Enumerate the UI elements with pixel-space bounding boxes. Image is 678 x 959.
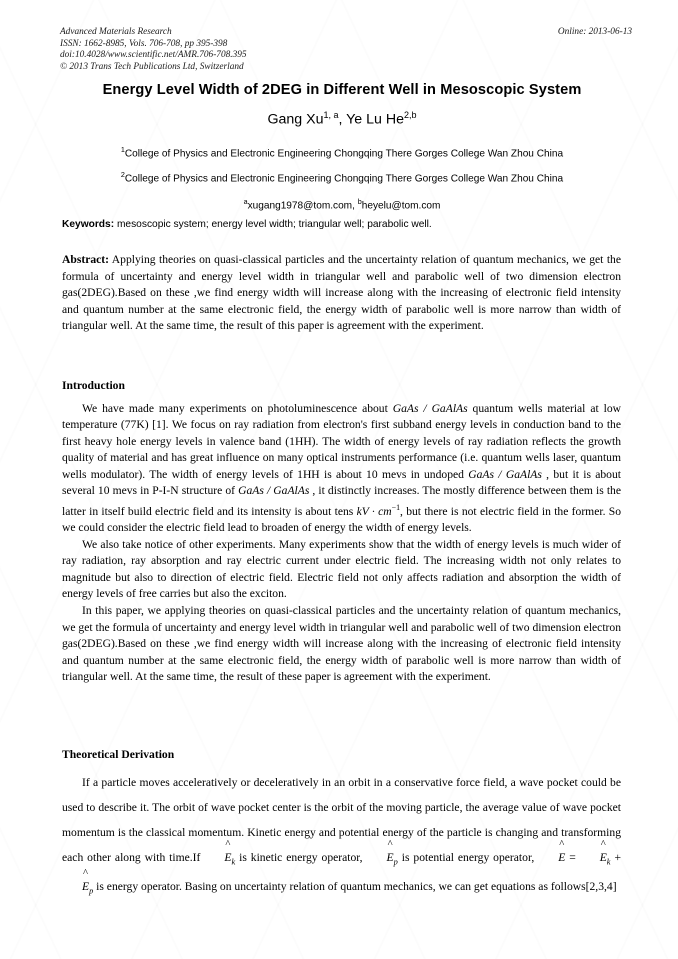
intro-p1-part-a: We have made many experiments on photoluminescence about [82, 401, 393, 415]
introduction-paragraph-3: In this paper, we applying theories on quasi-classical particles and the uncertainty relation of quantum mechanics, we get the formula of uncertainty and energy level width in triangular well and parabolic well of two dimension electron gas(2DEG).Based on these ,we find energy width will increase along with the increasing of electronic field intensity and quantum number at the same electronic field, the energy width of parabolic well is more narrow than width of triangular well. At the same time, the result of these paper is agreement with the experiment. [62, 603, 622, 684]
intro-p1-part-b: quantum wells material at low temperature (77K) [1]. We focus on ray radiation from electron's first subband energy levels in conduction band to the first heavy hole energy levels in valence band (1HH). The width of energy levels of ray radiation reflects the growth quality of material and has great influence on many optical instruments performance (i.e. quantum wells laser, quantum wells modulator). The width of energy levels of 1HH is about 10 mevs in undoped [62, 401, 621, 481]
journal-name: Advanced Materials Research [60, 27, 172, 37]
theory-p1-part-c: is potential energy operator, [397, 850, 539, 864]
abstract-block [62, 252, 621, 335]
theory-p1-part-a: If a particle moves acceleratively or deceleratively in an orbit in a conservative force field, a wave pocket could be used to describe it. The orbit of wave pocket center is the orbit of the moving particle, the average value of wave pocket momentum is the classical momentum. Kinetic energy and potential energy of the particle is changing and transforming each other along with time.If [62, 775, 621, 864]
hat-accent-icon: ^ [225, 838, 231, 850]
keywords-label: Keywords: [62, 219, 115, 230]
equation-potential-energy-operator [367, 838, 394, 870]
keywords-value: mesoscopic system; energy level width; triangular well; parabolic well. [116, 219, 432, 230]
intro-material-gaas-2: GaAs / GaAlAs [468, 467, 542, 481]
paper-title: Energy Level Width of 2DEG in Different Well in Mesoscopic System [102, 82, 582, 98]
section-heading-introduction: Introduction [62, 379, 125, 392]
affiliation-2 [56, 164, 628, 189]
email-2[interactable]: heyelu@tom.com [361, 200, 441, 212]
eq-plus-sign: + [610, 850, 621, 864]
intro-p1-part-e: , but there is not electric field in the former. So we could consider the electric field lead to broaden of energy the width of energy levels. [62, 504, 622, 535]
masthead-journal-block [60, 27, 480, 73]
author-1-affiliation-marker: 1, a [323, 110, 339, 120]
eq-Ek-symbol: E [224, 850, 232, 864]
equation-potential-energy-operator-2 [62, 867, 90, 899]
hat-accent-icon: ^ [600, 838, 606, 850]
eq-Ek-subscript: k [231, 856, 236, 866]
author-2-affiliation-marker: 2,b [404, 110, 417, 120]
hat-accent-icon: ^ [83, 867, 89, 880]
affiliation-1-text: College of Physics and Electronic Engineering Chongqing There Gorges College Wan Zhou China [124, 148, 564, 160]
masthead [60, 27, 632, 73]
doi-line[interactable]: doi:10.4028/www.scientific.net/AMR.706-708.395 [60, 50, 247, 61]
author-list [60, 110, 624, 128]
intro-material-gaas-1: GaAs / GaAlAs [392, 401, 468, 415]
author-1-name: Gang Xu [267, 111, 324, 128]
author-2-name: Ye Lu He [346, 111, 404, 128]
section-heading-theoretical-derivation: Theoretical Derivation [62, 748, 175, 761]
theory-p1-part-d: is energy operator. Basing on uncertainty relation of quantum mechanics, we can get equations as follows[2,3,4] [93, 879, 617, 893]
affiliation-1-marker: 1 [120, 145, 125, 154]
hat-accent-icon: ^ [559, 838, 565, 850]
abstract-text: Applying theories on quasi-classical particles and the uncertainty relation of quantum mechanics, we get the formula of uncertainty and energy level width in triangular well and parabolic well of two dimension electron gas(2DEG).Based on these ,we find energy width will increase along with the increasing of electronic field intensity and quantum number at the same electronic field, the energy width of parabolic well is more narrow than width of triangular well. At the same time, the result of this paper is agreement with the experiment. [62, 253, 621, 333]
theory-p1-part-b: is kinetic energy operator, [235, 850, 367, 864]
intro-p1-part-c: , but it is about several 10 mevs in P-I-N structure of [62, 467, 621, 498]
introduction-paragraph-2: We also take notice of other experiments. Many experiments show that the width of energy levels is much wider of ray radiation, ray absorption and ray electric current under electric field. The increasing width not only relates to magnitude but also to direction of electric field. Electric field not only affects radiation and absorption the width of energy levels of free carries but also the exciton. [62, 537, 621, 601]
eq-Ep-symbol: E [386, 850, 394, 864]
section-theoretical-derivation [62, 747, 621, 903]
eq-Ep-subscript: p [393, 856, 398, 866]
intro-unit-kv-cm: kV · cm [356, 504, 392, 518]
email-1[interactable]: xugang1978@tom.com, [247, 200, 355, 212]
email-2-marker: b [357, 196, 362, 206]
affiliation-1 [56, 139, 628, 164]
theory-paragraph-1 [62, 770, 621, 904]
eq-Ek2-subscript: k [606, 856, 611, 866]
introduction-paragraph-1 [62, 401, 621, 537]
masthead-online-date: Online: 2013-06-13 [557, 27, 632, 37]
author-separator: , [338, 111, 347, 128]
intro-material-gaas-3: GaAs / GaAlAs [238, 484, 310, 498]
equation-kinetic-energy-operator [204, 838, 232, 870]
intro-p1-part-d: , it distinctly increases. The mostly difference between them is the latter in itself build electric field and its intensity is about tens [62, 484, 621, 518]
copyright-line: © 2013 Trans Tech Publications Ltd, Switzerland [60, 61, 244, 72]
email-1-marker: a [243, 196, 248, 206]
issn-line: ISSN: 1662-8985, Vols. 706-708, pp 395-398 [60, 38, 228, 49]
affiliation-2-marker: 2 [120, 170, 125, 180]
eq-Ek2-symbol: E [599, 850, 607, 864]
affiliation-2-text: College of Physics and Electronic Engineering Chongqing There Gorges College Wan Zhou China [124, 173, 564, 185]
abstract-label: Abstract: [62, 253, 110, 266]
eq-Ep2-subscript: p [89, 886, 94, 896]
hat-accent-icon: ^ [387, 838, 393, 850]
section-introduction [62, 378, 621, 686]
author-emails [56, 191, 628, 216]
affiliations-block [56, 139, 628, 216]
intro-unit-exponent: −1 [391, 502, 401, 512]
eq-Ep2-symbol: E [82, 879, 90, 893]
keywords-line [62, 219, 622, 230]
equation-total-energy-operator [538, 838, 566, 870]
eq-E-symbol: E [558, 850, 566, 864]
equation-kinetic-energy-operator-2 [580, 838, 607, 870]
eq-equals-sign: = [565, 850, 580, 864]
